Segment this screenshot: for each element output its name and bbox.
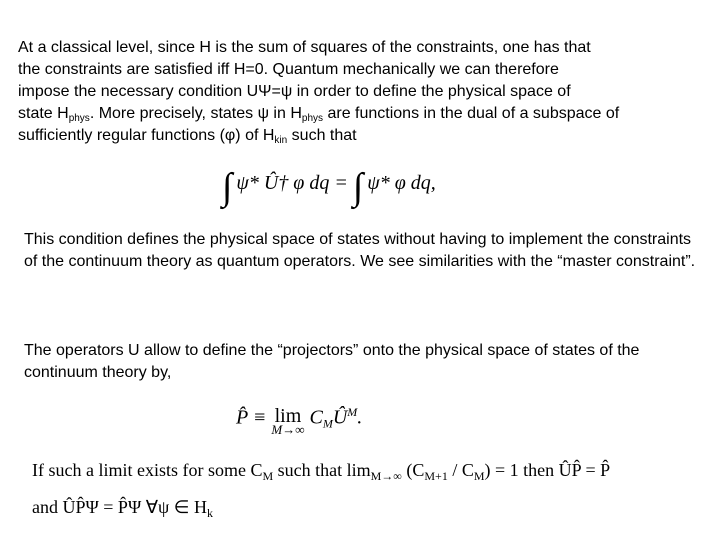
projector-intro: The operators U allow to define the “projectors” onto the physical space of states of the continuum theory by,	[24, 342, 640, 381]
intro-paragraph: At a classical level, since H is the sum of squares of the constraints, one has that the constraints are satisfied iff H=0. Quantum mechanically we can therefore impose the necessary condition UΨ=ψ in order to define the physical space of state $H_{phys}$. More precisely, states ψ in $H_{phys}$ are functions in the dual of a subspace of sufficiently regular functions (φ) of $H_{kin}$ such that	[18, 39, 620, 146]
projector-definition: P̂ ≡ lim M→∞ $C_MÛ^M$.	[236, 405, 363, 437]
condition-equation: ∫ ψ* Û† φ dq = ∫ ψ* φ dq,	[222, 166, 436, 208]
projector-property: and ÛP̂Ψ = P̂Ψ ∀ψ ∈ $H_k$	[32, 497, 213, 520]
condition-explanation: This condition defines the physical space of states without having to implement the constraints of the continuum theory as quantum operators. We see similarities with the “master constraint”.	[24, 231, 696, 270]
limit-condition: If such a limit exists for some $C_M$ such that $\lim_{M\to\infty} (C_{M+1} / C_M) = 1$ then ÛP̂ = P̂	[32, 460, 611, 483]
